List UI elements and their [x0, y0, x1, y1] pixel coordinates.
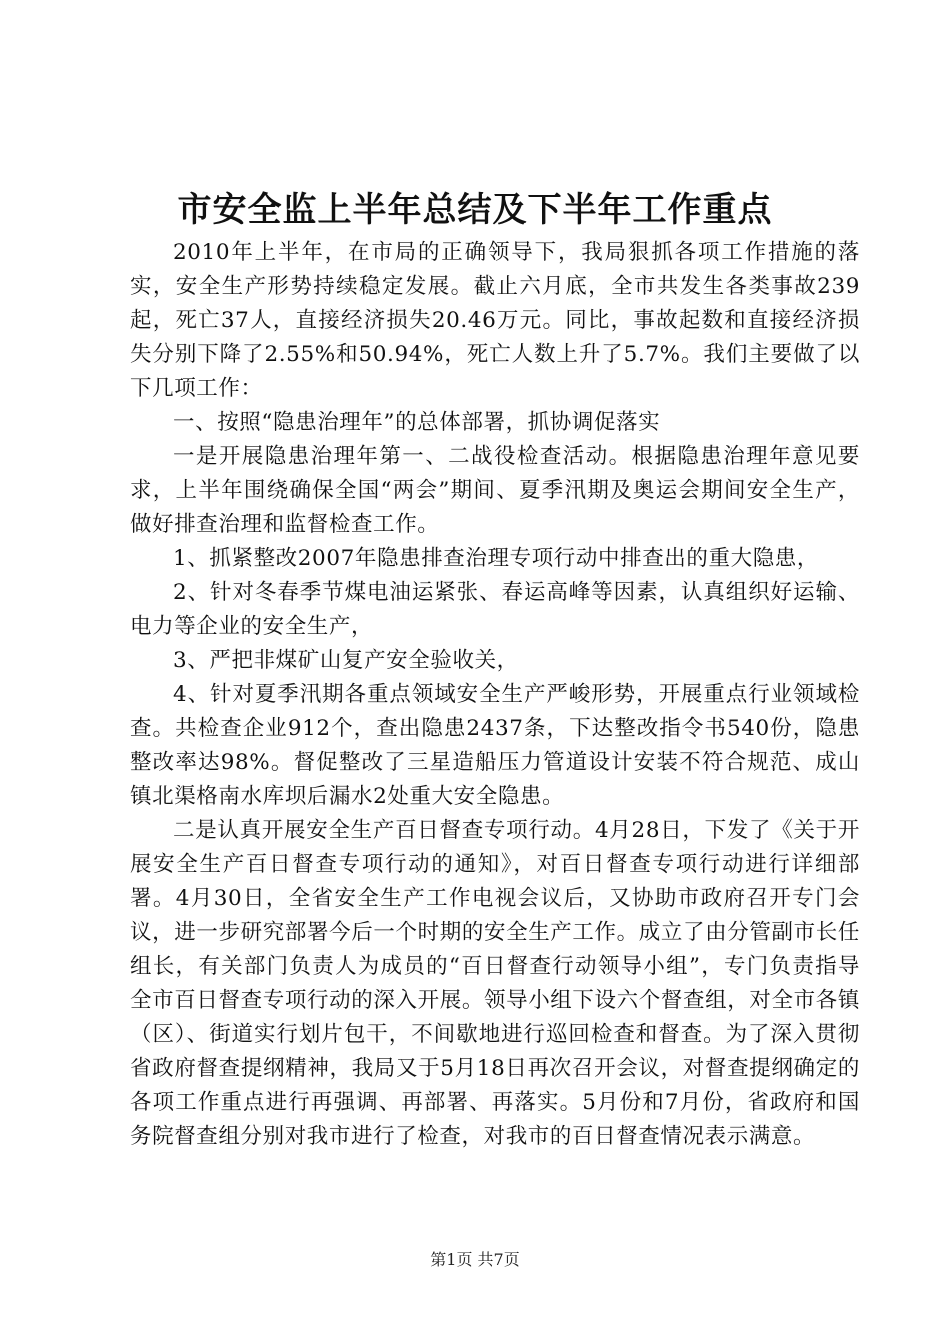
- paragraph-intro: 2010年上半年，在市局的正确领导下，我局狠抓各项工作措施的落实，安全生产形势持续稳定发展。截止六月底，全市共发生各类事故239起，死亡37人，直接经济损失20.46万元。同比，事故起数和直接经济损失分别下降了2.55%和50.94%，死亡人数上升了5.7%。我们主要做了以下几项工作：: [130, 240, 860, 401]
- section-heading-1: 一、按照“隐患治理年”的总体部署，抓协调促落实: [173, 410, 661, 435]
- list-item: 4、针对夏季汛期各重点领域安全生产严峻形势，开展重点行业领域检查。共检查企业912个，查出隐患2437条，下达整改指令书540份，隐患整改率达98%。督促整改了三星造船压力管道设计安装不符合规范、成山镇北渠格南水库坝后漏水2处重大安全隐患。: [130, 682, 860, 809]
- list-item: 3、严把非煤矿山复产安全验收关，: [173, 648, 519, 673]
- list-item: 2、针对冬春季节煤电油运紧张、春运高峰等因素，认真组织好运输、电力等企业的安全生产，: [130, 580, 860, 639]
- paragraph-item-2: 二是认真开展安全生产百日督查专项行动。4月28日，下发了《关于开展安全生产百日督查专项行动的通知》，对百日督查专项行动进行详细部署。4月30日，全省安全生产工作电视会议后，又协助市政府召开专门会议，进一步研究部署今后一个时期的安全生产工作。成立了由分管副市长任组长，有关部门负责人为成员的“百日督查行动领导小组”，专门负责指导全市百日督查专项行动的深入开展。领导小组下设六个督查组，对全市各镇（区）、街道实行划片包干，不间歇地进行巡回检查和督查。为了深入贯彻省政府督查提纲精神，我局又于5月18日再次召开会议，对督查提纲确定的各项工作重点进行再强调、再部署、再落实。5月份和7月份，省政府和国务院督查组分别对我市进行了检查，对我市的百日督查情况表示满意。: [130, 818, 860, 1149]
- document-body: [130, 236, 860, 1154]
- page-number-footer: 第1页 共7页: [430, 1250, 520, 1269]
- document-title: 市安全监上半年总结及下半年工作重点: [177, 190, 773, 230]
- paragraph-item-1: 一是开展隐患治理年第一、二战役检查活动。根据隐患治理年意见要求，上半年围绕确保全国“两会”期间、夏季汛期及奥运会期间安全生产，做好排查治理和监督检查工作。: [130, 444, 860, 537]
- list-item: 1、抓紧整改2007年隐患排查治理专项行动中排查出的重大隐患，: [173, 546, 819, 571]
